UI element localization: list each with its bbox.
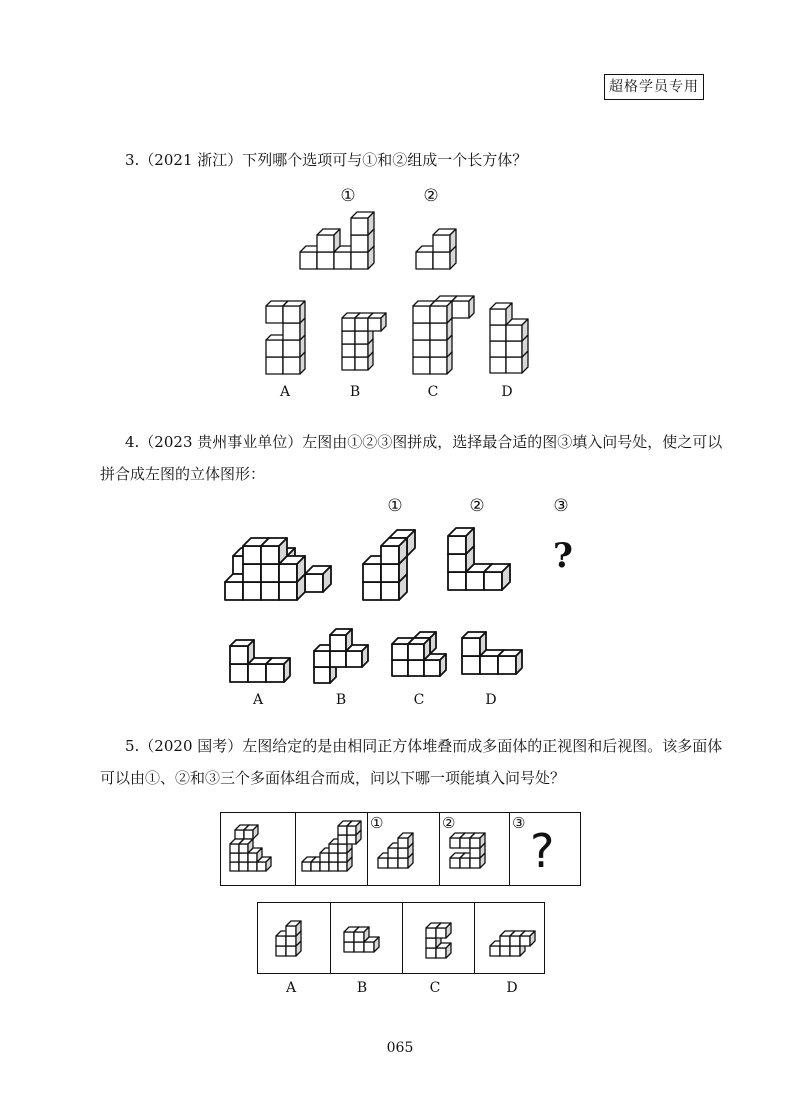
q4-text-line1: 4.（2023 贵州事业单位）左图由①②③图拼成，选择最合适的图③填入问号处，使之可以 <box>125 433 723 451</box>
q5-text-line2: 可以由①、②和③三个多面体组合而成，问以下哪一项能填入问号处？ <box>100 769 566 787</box>
q4-option-c[interactable]: C <box>413 692 425 708</box>
page-number: 065 <box>386 1040 414 1056</box>
q5-text-line1: 5.（2020 国考）左图给定的是由相同正方体堆叠而成多面体的正视图和后视图。该多面体 <box>125 737 723 755</box>
q4-label-3: ③ <box>553 496 569 516</box>
q5-label-2: ② <box>442 814 456 832</box>
q4-option-a[interactable]: A <box>252 692 264 708</box>
q4-option-b[interactable]: B <box>335 692 347 708</box>
q5-figure-strip <box>220 812 581 886</box>
q5-option-c[interactable]: C <box>429 980 441 996</box>
q3-label-2: ② <box>423 186 439 206</box>
q3-option-d[interactable]: D <box>501 384 513 400</box>
q3-option-c[interactable]: C <box>427 384 439 400</box>
q3-option-a[interactable]: A <box>279 384 291 400</box>
q5-option-strip <box>257 902 545 974</box>
q5-label-3: ③ <box>512 814 526 832</box>
q4-label-2: ② <box>469 496 485 516</box>
q5-option-a[interactable]: A <box>285 980 297 996</box>
q4-text-line2: 拼合成左图的立体图形： <box>100 465 266 483</box>
q3-label-1: ① <box>340 186 356 206</box>
q5-option-b[interactable]: B <box>356 980 368 996</box>
q5-label-1: ① <box>370 814 384 832</box>
q3-option-b[interactable]: B <box>349 384 361 400</box>
q5-option-d[interactable]: D <box>506 980 518 996</box>
q4-question-mark: ? <box>553 536 573 576</box>
q3-text: 3.（2021 浙江）下列哪个选项可与①和②组成一个长方体？ <box>125 151 528 169</box>
q4-option-d[interactable]: D <box>485 692 497 708</box>
q4-label-1: ① <box>387 496 403 516</box>
q5-question-mark: ? <box>530 824 555 878</box>
header-tag: 超格学员专用 <box>604 74 704 100</box>
